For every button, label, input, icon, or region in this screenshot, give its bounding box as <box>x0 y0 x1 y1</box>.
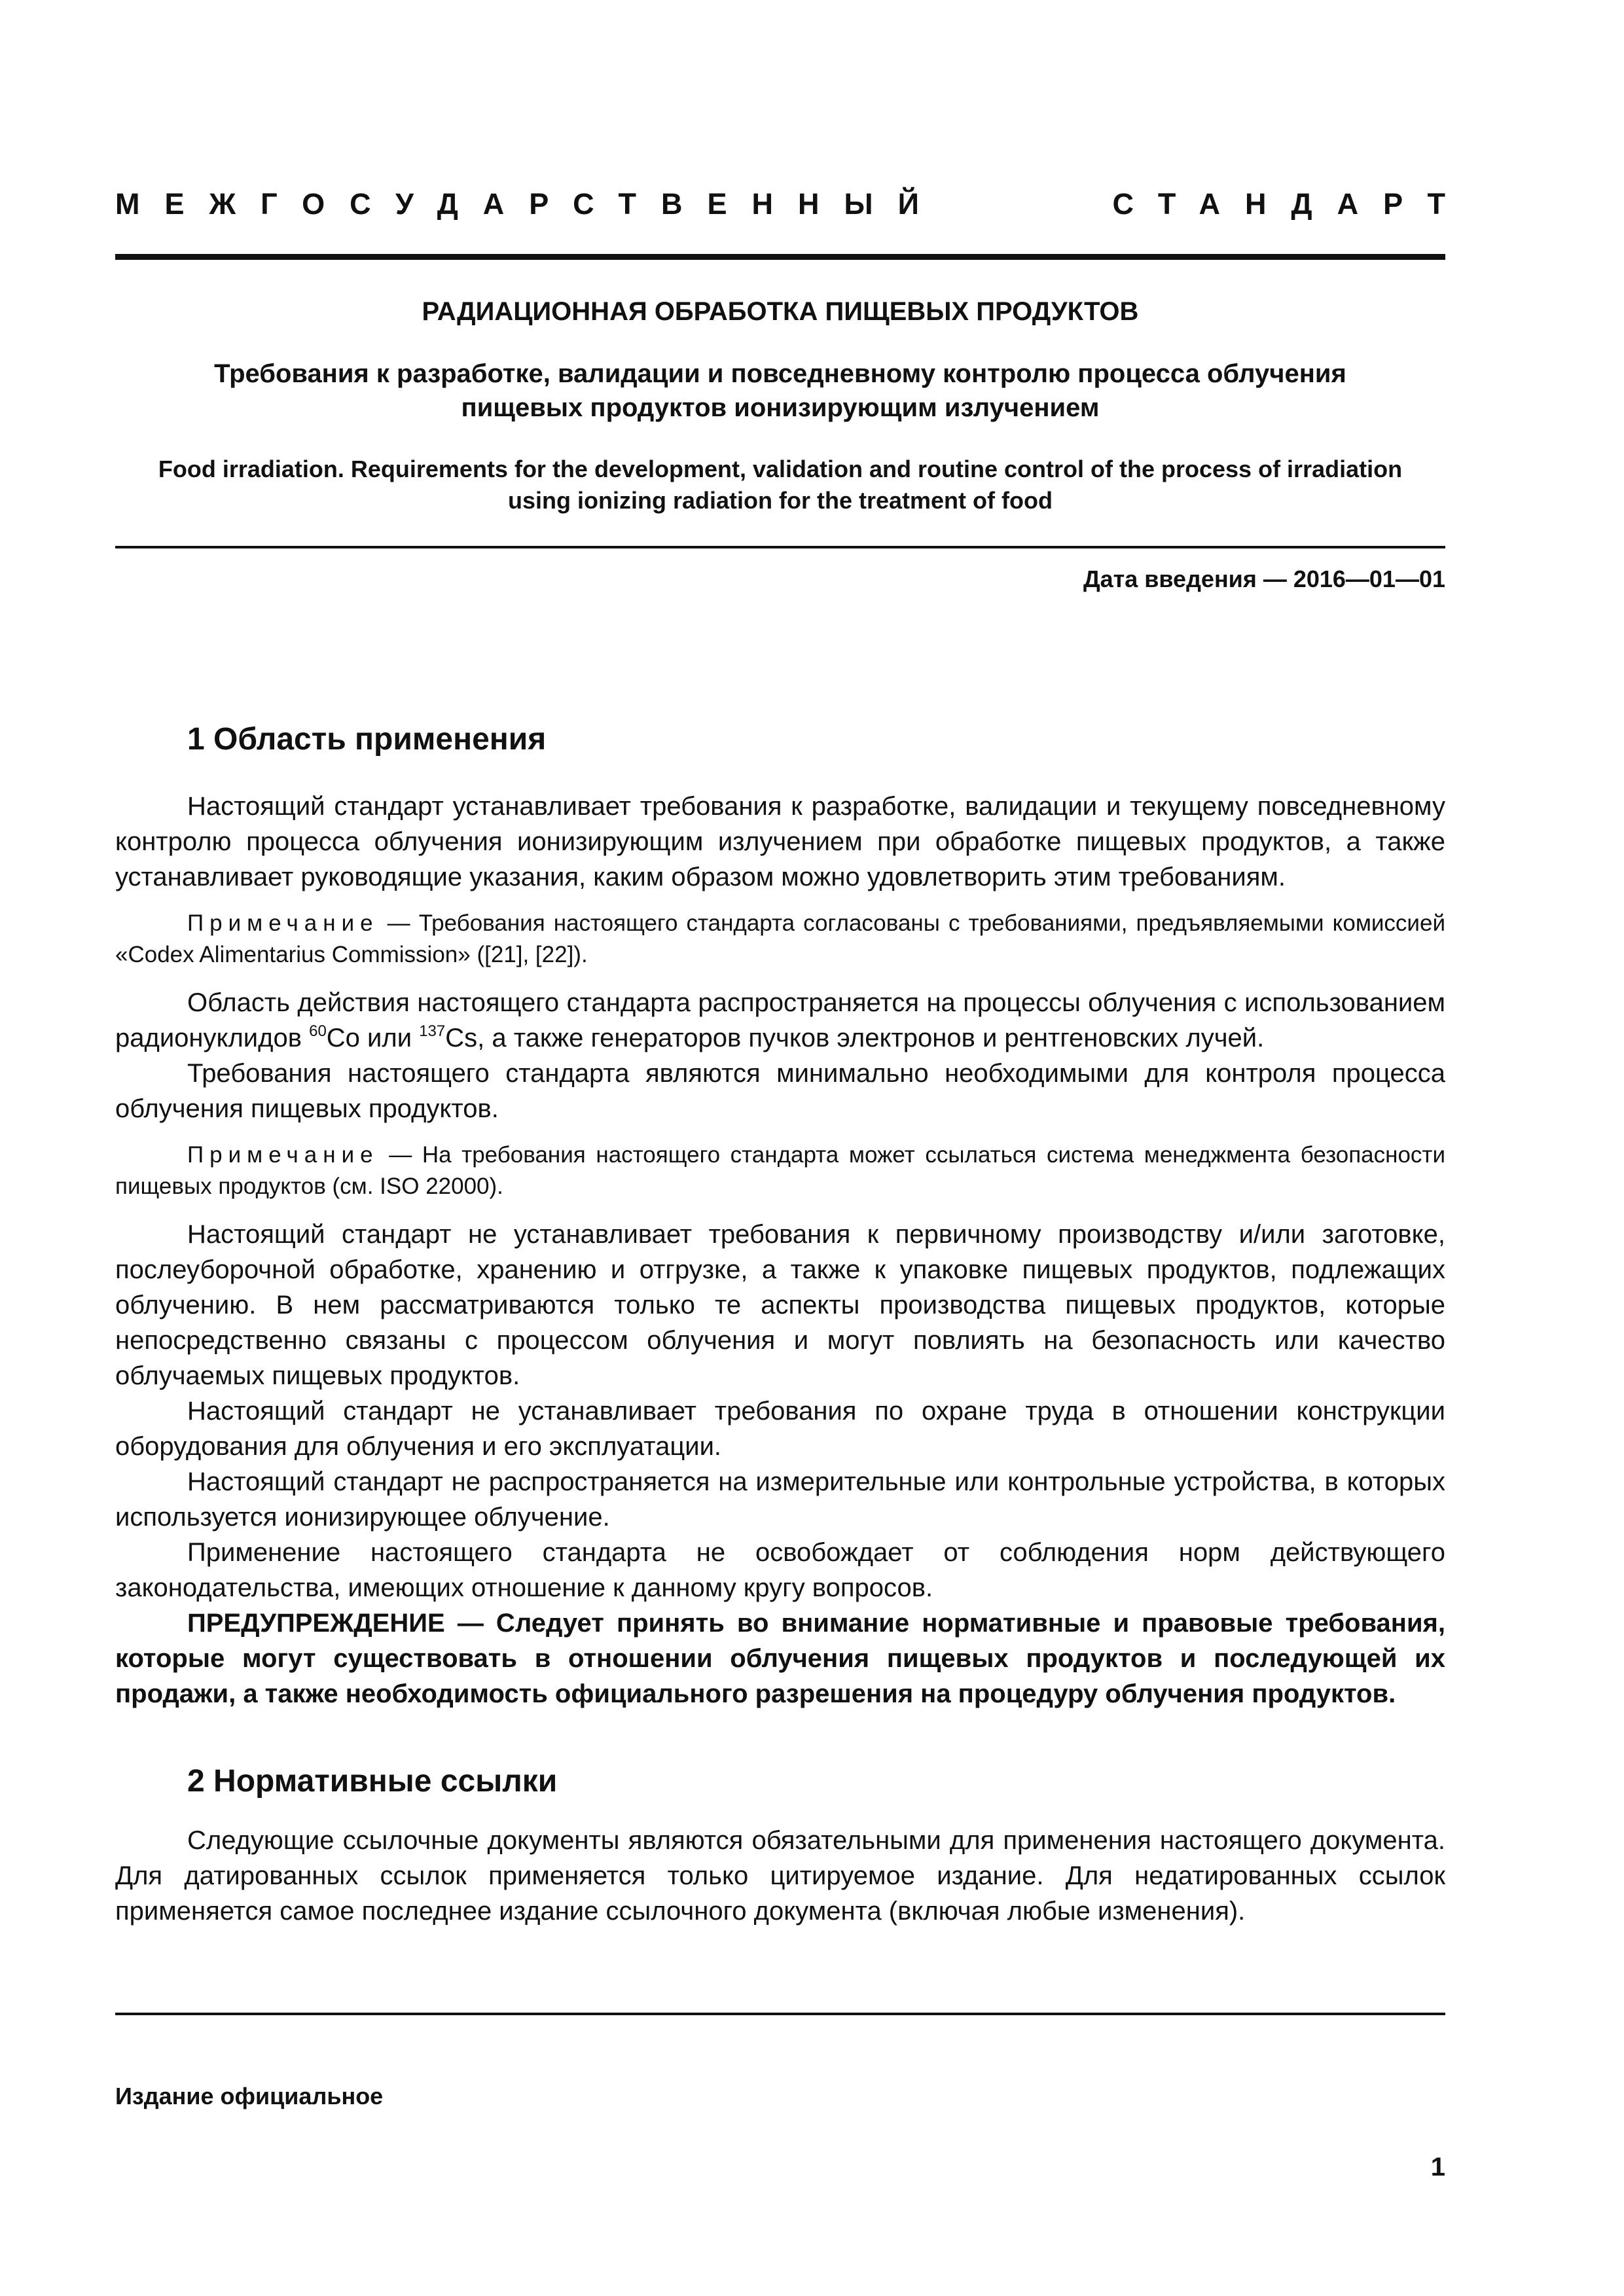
note-label: Примечание <box>187 910 379 936</box>
section-1-paragraph: Настоящий стандарт устанавливает требования к разработке, валидации и текущему повседневному контролю процесса облучения ионизирующим излучением при обработке пищевых продуктов, а также устанавливает руководящие указания, каким образом можно удовлетворить этим требованиям. <box>115 792 1445 891</box>
section-1-note <box>115 908 1445 971</box>
section-1-paragraph: Настоящий стандарт не распространяется на измерительные или контрольные устройства, в которых используется ионизирующее облучение. <box>115 1467 1445 1532</box>
isotope-mass-number: 60 <box>309 1022 327 1040</box>
section-1-paragraph: Требования настоящего стандарта являются минимально необходимыми для контроля процесса облучения пищевых продуктов. <box>115 1059 1445 1123</box>
footer-rule <box>115 2013 1445 2015</box>
document-subtitle <box>115 357 1445 425</box>
note-label: Примечание <box>187 1142 379 1168</box>
section-2-paragraph: Следующие ссылочные документы являются обязательными для применения настоящего документа. Для датированных ссылок применяется только цитируемое издание. Для недатированных ссылок применяется самое последнее издание ссылочного документа (включая любые изменения). <box>115 1826 1445 1926</box>
isotope-mass-number: 137 <box>419 1022 446 1040</box>
note-text: — На требования настоящего стандарта может ссылаться система менеджмента безопасности пищевых продуктов (см. ISO 22000). <box>115 1142 1445 1199</box>
official-edition-label: Издание официальное <box>115 2083 384 2109</box>
header-right: СТАНДАРТ <box>1112 187 1470 221</box>
section-1-paragraph: Применение настоящего стандарта не освобождает от соблюдения норм действующего законодательства, имеющих отношение к данному кругу вопросов. <box>115 1538 1445 1602</box>
section-2-heading: 2 Нормативные ссылки <box>187 1764 558 1799</box>
warning-paragraph: ПРЕДУПРЕЖДЕНИЕ — Следует принять во внимание нормативные и правовые требования, которые могут существовать в отношении облучения пищевых продуктов и последующей их продажи, а также необходимость официального разрешения на процедуру облучения продуктов. <box>115 1609 1445 1708</box>
subtitle-line-2: пищевых продуктов ионизирующим излучением <box>461 393 1100 422</box>
subtitle-line-1: Требования к разработке, валидации и повседневному контролю процесса облучения <box>214 359 1346 388</box>
introduction-date: Дата введения — 2016—01—01 <box>1083 565 1445 592</box>
section-1-paragraph: Настоящий стандарт не устанавливает требования по охране труда в отношении конструкции оборудования для облучения и его эксплуатации. <box>115 1397 1445 1461</box>
note-text: — Требования настоящего стандарта согласованы с требованиями, предъявляемыми комиссией «Codex Alimentarius Commission» ([21], [22]). <box>115 910 1445 967</box>
page-number: 1 <box>1430 2153 1445 2181</box>
standard-type-header <box>115 185 1470 224</box>
header-rule <box>115 254 1445 260</box>
section-1-paragraph: Настоящий стандарт не устанавливает требования к первичному производству и/или заготовке, послеуборочной обработке, хранению и отгрузке, а также к упаковке пищевых продуктов, подлежащих облучению. В нем рассматриваются только те аспекты производства пищевых продуктов, которые непосредственно связаны с процессом облучения и могут повлиять на безопасность или качество облучаемых пищевых продуктов. <box>115 1220 1445 1390</box>
english-title-line-1: Food irradiation. Requirements for the development, validation and routine control of the process of irradiation <box>158 456 1403 482</box>
english-title <box>115 454 1445 516</box>
english-title-line-2: using ionizing radiation for the treatment of food <box>508 487 1053 514</box>
title-bottom-rule <box>115 546 1445 548</box>
document-title: РАДИАЦИОННАЯ ОБРАБОТКА ПИЩЕВЫХ ПРОДУКТОВ <box>422 297 1139 326</box>
section-1-paragraph: Область действия настоящего стандарта распространяется на процессы облучения с использованием радионуклидов $^{60}$Co или $^{137}$Cs, а также генераторов пучков электронов и рентгеновских лучей. <box>115 988 1445 1052</box>
section-2-body <box>115 1823 1445 1929</box>
section-1-heading: 1 Область применения <box>187 722 547 757</box>
section-1-body <box>115 789 1445 1712</box>
header-left: МЕЖГОСУДАРСТВЕННЫЙ <box>115 187 944 221</box>
section-1-note <box>115 1139 1445 1202</box>
